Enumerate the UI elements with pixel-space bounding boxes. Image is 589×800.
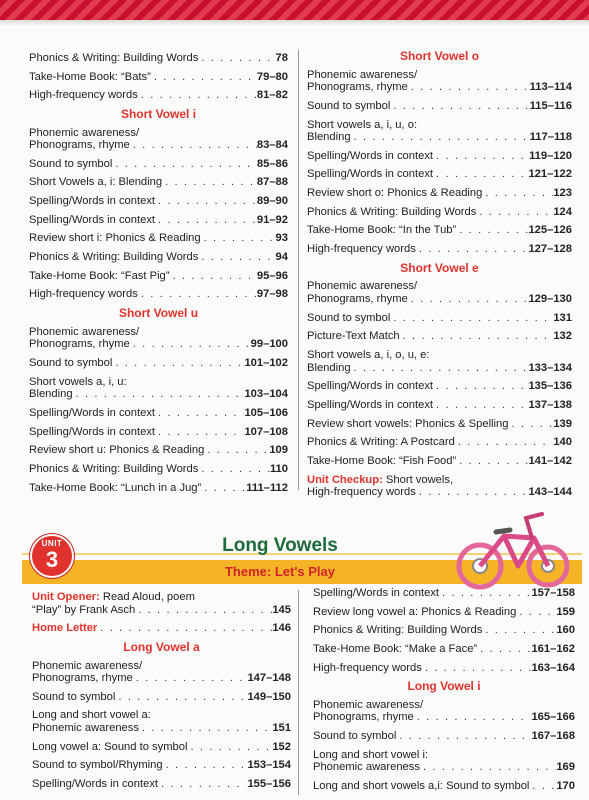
toc-entry: Long and short vowel i: Phonemic awareness . . . 169 bbox=[313, 749, 575, 774]
toc-entry: Phonemic awareness/ Phonograms, rhyme . . . 113–114 bbox=[307, 69, 572, 94]
toc-entry: Phonics & Writing: A Postcard . . . 140 bbox=[307, 436, 572, 449]
column-divider-lower bbox=[298, 590, 299, 795]
section-long-vowel-i bbox=[313, 699, 575, 793]
col4-top-items bbox=[313, 587, 575, 674]
section-long-vowel-a bbox=[32, 660, 291, 791]
toc-entry: Phonics & Writing: Building Words . . . 78 bbox=[29, 52, 288, 65]
section-heading-short-vowel-u: Short Vowel u bbox=[118, 306, 199, 321]
toc-entry: Take-Home Book: “In the Tub” . . . 125–126 bbox=[307, 224, 572, 237]
toc-entry: High-frequency words . . . 97–98 bbox=[29, 288, 288, 301]
column-divider-upper bbox=[298, 50, 299, 490]
toc-entry: Spelling/Words in context . . . 119–120 bbox=[307, 150, 572, 163]
toc-entry: Short Vowels a, i: Blending . . . 87–88 bbox=[29, 176, 288, 189]
toc-entry: Spelling/Words in context . . . 155–156 bbox=[32, 778, 291, 791]
section-heading-short-vowel-o: Short Vowel o bbox=[399, 49, 480, 63]
toc-entry: Spelling/Words in context . . . 107–108 bbox=[29, 426, 288, 439]
section-heading-short-vowel-e: Short Vowel e bbox=[400, 260, 479, 275]
toc-entry: Take-Home Book: “Fish Food” . . . 141–142 bbox=[307, 455, 572, 468]
toc-entry: Spelling/Words in context . . . 91–92 bbox=[29, 214, 288, 227]
toc-entry: Phonemic awareness/ Phonograms, rhyme . . . 83–84 bbox=[29, 127, 288, 152]
toc-entry: Short vowels a, i, u: Blending . . . 103–104 bbox=[29, 376, 288, 401]
toc-entry: Phonics & Writing: Building Words . . . 124 bbox=[307, 206, 572, 219]
toc-entry: Take-Home Book: “Bats” . . . 79–80 bbox=[29, 71, 288, 84]
section-heading-long-vowel-i: Long Vowel i bbox=[407, 679, 481, 694]
toc-entry: Phonics & Writing: Building Words . . . 94 bbox=[29, 251, 288, 264]
section-short-vowel-i bbox=[29, 127, 288, 302]
toc-entry: Review short vowels: Phonics & Spelling . . . 139 bbox=[307, 418, 572, 431]
decorative-top-band bbox=[0, 0, 589, 20]
section-short-vowel-o bbox=[307, 69, 572, 256]
top-band-shadow bbox=[0, 20, 589, 26]
toc-entry: Sound to symbol . . . 131 bbox=[307, 312, 572, 325]
toc-entry: Review long vowel a: Phonics & Reading . . . 159 bbox=[313, 606, 575, 619]
section-heading-short-vowel-i: Short Vowel i bbox=[120, 106, 197, 121]
toc-entry: Short vowels a, i, o, u, e: Blending . . . 133–134 bbox=[307, 349, 572, 374]
toc-column-3 bbox=[32, 591, 291, 797]
toc-entry: Review short o: Phonics & Reading . . . 123 bbox=[307, 187, 572, 200]
toc-entry: Review short u: Phonics & Reading . . . 109 bbox=[29, 444, 288, 457]
toc-entry: Sound to symbol . . . 149–150 bbox=[32, 691, 291, 704]
toc-entry: Long and short vowels a,i: Sound to symbol . . . 170 bbox=[313, 780, 575, 793]
toc-entry: Spelling/Words in context . . . 105–106 bbox=[29, 407, 288, 420]
toc-entry: Take-Home Book: “Make a Face” . . . 161–162 bbox=[313, 643, 575, 656]
toc-entry: High-frequency words . . . 163–164 bbox=[313, 662, 575, 675]
toc-entry: Phonemic awareness/ Phonograms, rhyme . . . 129–130 bbox=[307, 280, 572, 305]
section-heading-long-vowel-a: Long Vowel a bbox=[123, 639, 200, 654]
toc-entry: Sound to symbol . . . 101–102 bbox=[29, 357, 288, 370]
section-short-vowel-e bbox=[307, 280, 572, 467]
toc-entry: Spelling/Words in context . . . 135–136 bbox=[307, 380, 572, 393]
toc-entry: Long vowel a: Sound to symbol . . . 152 bbox=[32, 741, 291, 754]
toc-entry: Take-Home Book: “Lunch in a Jug” . . . 111–112 bbox=[29, 482, 288, 495]
toc-entry: High-frequency words . . . 81–82 bbox=[29, 89, 288, 102]
toc-entry: Spelling/Words in context . . . 121–122 bbox=[307, 168, 572, 181]
toc-entry: High-frequency words . . . 127–128 bbox=[307, 243, 572, 256]
toc-entry: Sound to symbol . . . 85–86 bbox=[29, 158, 288, 171]
toc-entry: Spelling/Words in context . . . 157–158 bbox=[313, 587, 575, 600]
toc-entry: Phonics & Writing: Building Words . . . 110 bbox=[29, 463, 288, 476]
toc-entry: Short vowels a, i, u, o: Blending . . . 117–118 bbox=[307, 119, 572, 144]
toc-column-2 bbox=[307, 50, 572, 505]
bicycle-icon bbox=[452, 508, 574, 590]
toc-column-4 bbox=[313, 587, 575, 799]
unit-checkup-entry: Unit Checkup: Short vowels, High-frequency words . . . 143–144 bbox=[307, 474, 572, 499]
home-letter-entry: Home Letter . . . 146 bbox=[32, 622, 291, 635]
toc-entry: Long and short vowel a: Phonemic awareness . . . 151 bbox=[32, 709, 291, 734]
unit-theme: Theme: Let's Play bbox=[224, 564, 336, 579]
unit-badge: UNIT 3 bbox=[30, 534, 74, 578]
toc-entry: Spelling/Words in context . . . 89–90 bbox=[29, 195, 288, 208]
unit-title: Long Vowels bbox=[222, 535, 338, 556]
col1-top-items bbox=[29, 52, 288, 102]
toc-entry: Picture-Text Match . . . 132 bbox=[307, 330, 572, 343]
toc-entry: Sound to symbol . . . 115–116 bbox=[307, 100, 572, 113]
unit-opener-entry: Unit Opener: Read Aloud, poem “Play” by Frank Asch . . . 145 bbox=[32, 591, 291, 616]
toc-entry: Spelling/Words in context . . . 137–138 bbox=[307, 399, 572, 412]
toc-entry: Phonemic awareness/ Phonograms, rhyme . . . 147–148 bbox=[32, 660, 291, 685]
toc-entry: Sound to symbol/Rhyming . . . 153–154 bbox=[32, 759, 291, 772]
toc-entry: Review short i: Phonics & Reading . . . 93 bbox=[29, 232, 288, 245]
section-short-vowel-u bbox=[29, 326, 288, 495]
toc-entry: Phonics & Writing: Building Words . . . 160 bbox=[313, 624, 575, 637]
toc-entry: Take-Home Book: “Fast Pig” . . . 95–96 bbox=[29, 270, 288, 283]
toc-entry: Phonemic awareness/ Phonograms, rhyme . . . 99–100 bbox=[29, 326, 288, 351]
toc-entry: Sound to symbol . . . 167–168 bbox=[313, 730, 575, 743]
toc-column-1 bbox=[29, 52, 288, 500]
toc-entry: Phonemic awareness/ Phonograms, rhyme . . . 165–166 bbox=[313, 699, 575, 724]
